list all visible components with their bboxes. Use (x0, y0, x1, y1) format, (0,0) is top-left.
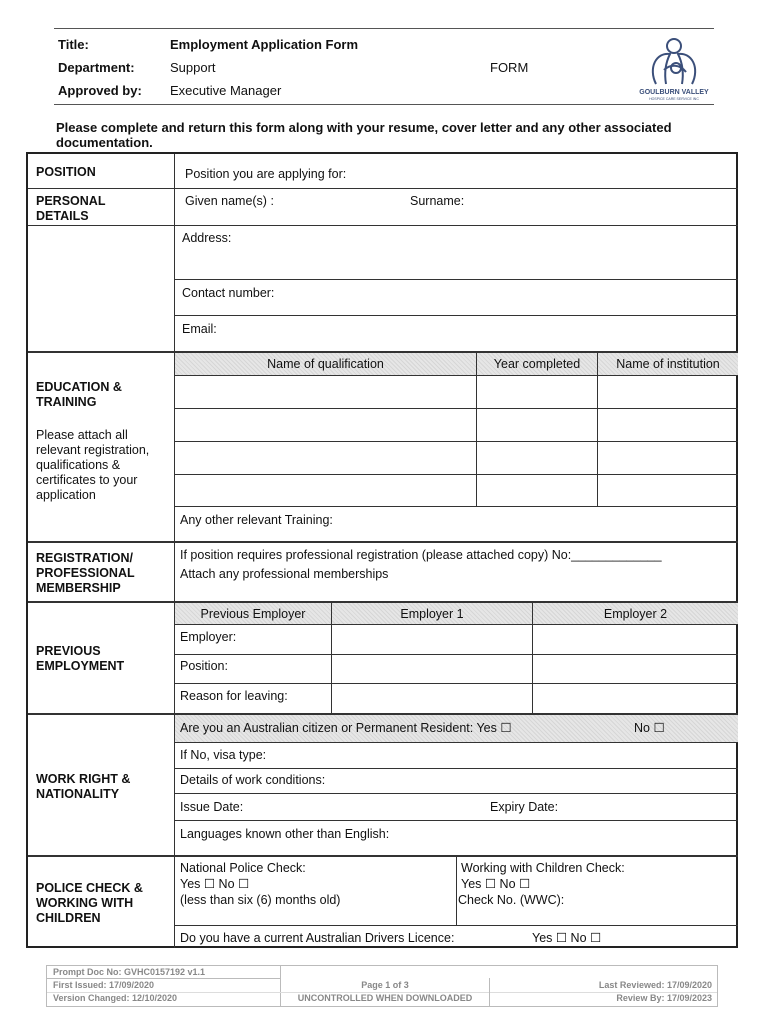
footer-page: Page 1 of 3 (361, 980, 409, 990)
email-field[interactable]: Email: (182, 322, 217, 336)
footer-version-changed: Version Changed: 12/10/2020 (53, 993, 178, 1003)
document-footer (46, 965, 718, 1007)
col-year-completed: Year completed (493, 357, 581, 371)
divider (174, 408, 738, 409)
languages-field[interactable]: Languages known other than English: (180, 827, 390, 841)
divider (174, 441, 738, 442)
logo-text: GOULBURN VALLEY (639, 89, 709, 96)
form-label: FORM (490, 60, 529, 75)
department-label: Department: (58, 60, 135, 75)
divider (456, 857, 457, 925)
employer-row-label: Employer: (180, 630, 237, 644)
work-conditions-field[interactable]: Details of work conditions: (180, 773, 326, 787)
visa-type-field[interactable]: If No, visa type: (180, 748, 267, 762)
police-section-label: POLICE CHECK & WORKING WITH CHILDREN (36, 881, 143, 925)
licence-question: Do you have a current Australian Drivers Licence: (180, 931, 455, 945)
divider (28, 225, 738, 226)
col-employer-1: Employer 1 (400, 607, 464, 621)
hospice-logo-icon (636, 34, 712, 90)
police-check-note: (less than six (6) months old) (180, 893, 341, 907)
divider (174, 820, 738, 821)
expiry-date-field[interactable]: Expiry Date: (490, 800, 559, 814)
title-value: Employment Application Form (170, 37, 359, 52)
position-row-label: Position: (180, 659, 228, 673)
other-training-field[interactable]: Any other relevant Training: (180, 513, 333, 527)
approved-label: Approved by: (58, 83, 142, 98)
citizen-question[interactable]: Are you an Australian citizen or Permanent Resident: Yes ☐ (180, 721, 512, 735)
police-check-label: National Police Check: (180, 861, 306, 875)
application-form (26, 152, 738, 948)
divider (174, 793, 738, 794)
employment-section-label: PREVIOUS EMPLOYMENT (36, 644, 125, 673)
label-column-divider (174, 154, 175, 948)
divider (476, 353, 477, 506)
given-name-field[interactable]: Given name(s) : (185, 194, 274, 208)
divider (331, 603, 332, 713)
personal-section-label: PERSONAL DETAILS (36, 194, 106, 223)
divider (174, 654, 738, 655)
divider (174, 624, 738, 625)
issue-date-field[interactable]: Issue Date: (180, 800, 244, 814)
reason-row-label: Reason for leaving: (180, 689, 288, 703)
wwc-options[interactable]: Yes ☐ No ☐ (461, 877, 531, 891)
divider (174, 474, 738, 475)
position-section-label: POSITION (36, 165, 96, 179)
memberships-note: Attach any professional memberships (180, 567, 389, 581)
work-right-section-label: WORK RIGHT & NATIONALITY (36, 772, 131, 801)
divider (532, 603, 533, 713)
divider (28, 855, 738, 857)
police-check-options[interactable]: Yes ☐ No ☐ (180, 877, 250, 891)
divider (174, 279, 738, 280)
address-field[interactable]: Address: (182, 231, 232, 245)
department-value: Support (170, 60, 216, 75)
divider (174, 768, 738, 769)
education-note: Please attach all relevant registration, qualifications & certificates to your application (36, 428, 150, 502)
registration-field[interactable]: If position requires professional registration (please attached copy) No:_____________ (180, 548, 662, 562)
wwc-number-field[interactable]: Check No. (WWC): (458, 893, 565, 907)
wwc-label: Working with Children Check: (461, 861, 625, 875)
surname-field[interactable]: Surname: (410, 194, 465, 208)
footer-uncontrolled: UNCONTROLLED WHEN DOWNLOADED (297, 993, 473, 1003)
organisation-logo (636, 34, 712, 104)
footer-first-issued: First Issued: 17/09/2020 (53, 980, 155, 990)
approved-value: Executive Manager (170, 83, 282, 98)
header-bottom-rule (54, 104, 714, 105)
footer-doc-no: Prompt Doc No: GVHC0157192 v1.1 (53, 967, 206, 977)
col-previous-employer: Previous Employer (200, 607, 306, 621)
footer-review-by: Review By: 17/09/2023 (616, 993, 712, 1003)
divider (174, 742, 738, 743)
education-section-label: EDUCATION & TRAINING (36, 380, 122, 409)
divider (28, 541, 738, 543)
divider (597, 353, 598, 506)
divider (28, 188, 738, 189)
divider (174, 925, 738, 926)
contact-number-field[interactable]: Contact number: (182, 286, 275, 300)
intro-instructions: Please complete and return this form along with your resume, cover letter and any other associated documentation. (56, 120, 672, 150)
divider (174, 315, 738, 316)
col-employer-2: Employer 2 (603, 607, 668, 621)
col-institution: Name of institution (616, 357, 720, 371)
registration-section-label: REGISTRATION/ PROFESSIONAL MEMBERSHIP (36, 551, 135, 595)
divider (174, 506, 738, 507)
licence-options[interactable]: Yes ☐ No ☐ (532, 931, 602, 945)
logo-subtext: HOSPICE CARE SERVICE INC (649, 97, 699, 101)
footer-last-reviewed: Last Reviewed: 17/09/2020 (598, 980, 712, 990)
divider (174, 375, 738, 376)
col-qualification: Name of qualification (267, 357, 384, 371)
title-label: Title: (58, 37, 89, 52)
position-field[interactable]: Position you are applying for: (185, 167, 347, 181)
header-top-rule (54, 28, 714, 29)
citizen-no-option[interactable]: No ☐ (634, 721, 665, 735)
divider (174, 683, 738, 684)
